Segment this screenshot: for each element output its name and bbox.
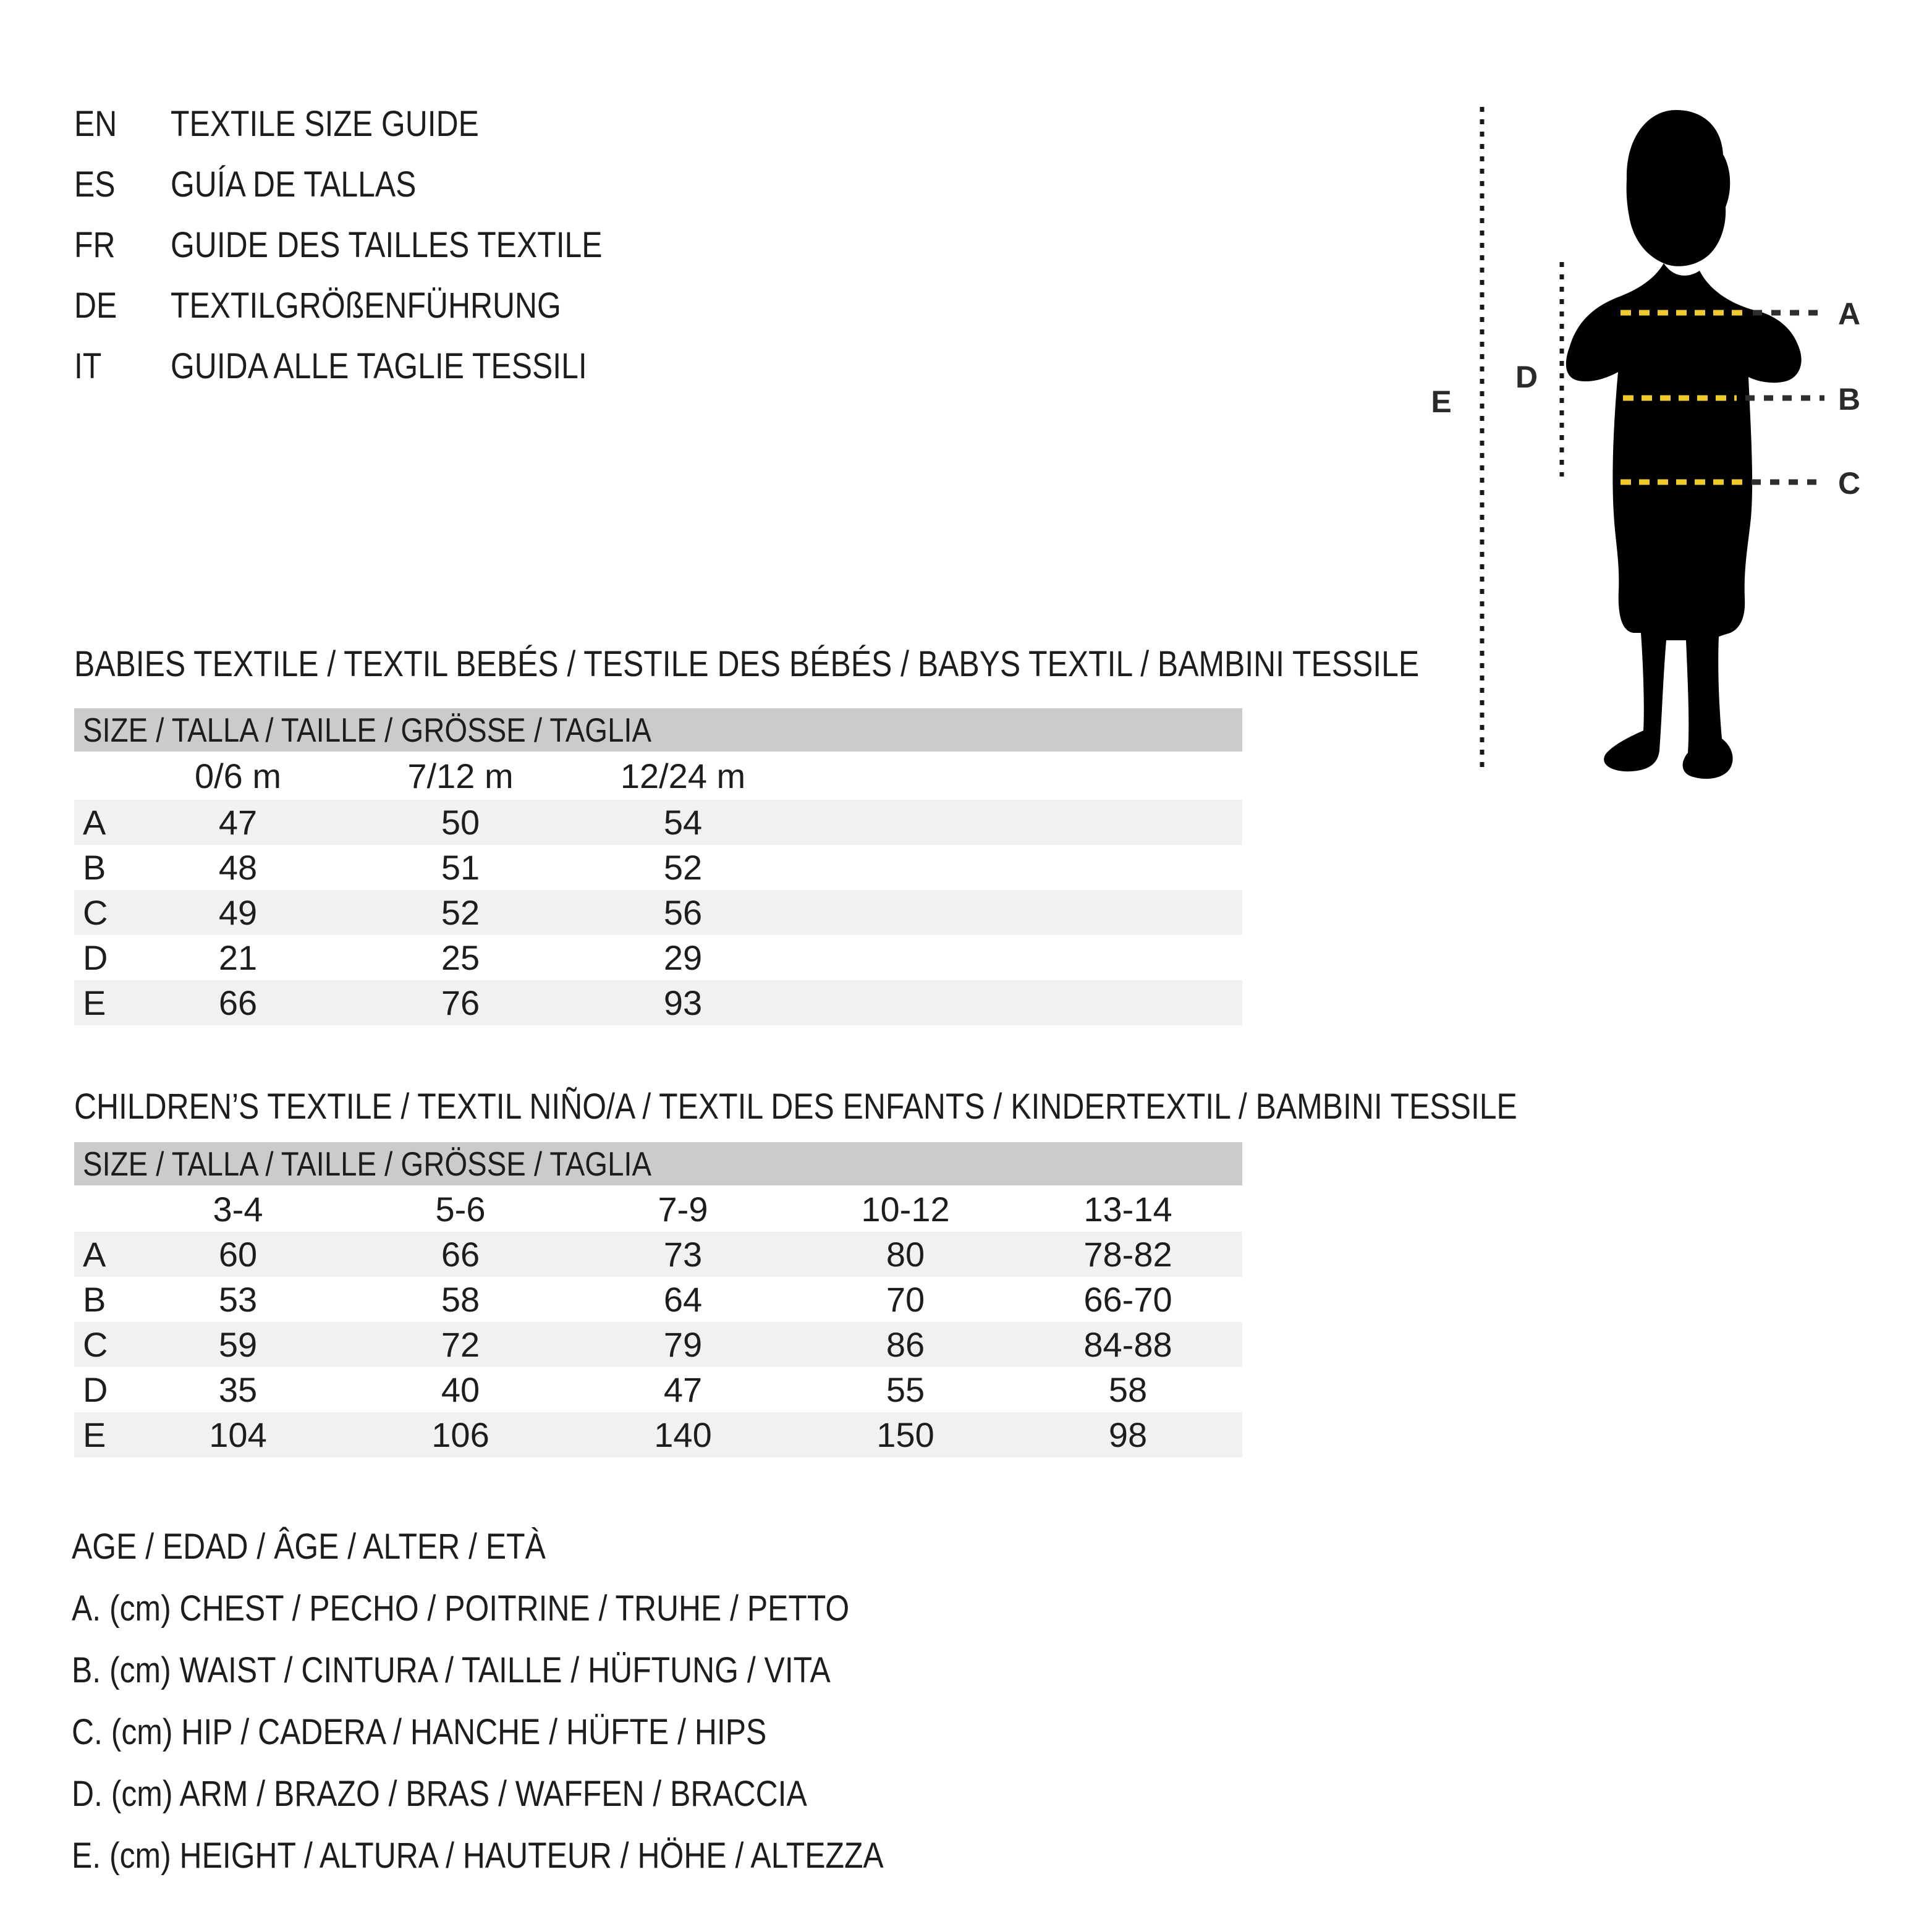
row-label: E: [83, 983, 106, 1022]
legend-item-height: [72, 1834, 1016, 1876]
figure-label-hip: C: [1837, 466, 1861, 501]
row-label: E: [83, 1415, 106, 1454]
children-size-header-text: SIZE / TALLA / TAILLE / GRÖSSE / TAGLIA: [83, 1145, 652, 1183]
guide-title-es: GUÍA DE TALLAS: [171, 164, 417, 205]
table-cell: 72: [441, 1325, 480, 1364]
row-label: A: [83, 803, 106, 842]
language-code: EN: [74, 103, 117, 144]
children-col-header: 13-14: [1083, 1190, 1172, 1229]
figure-label-waist: B: [1837, 382, 1861, 417]
legend-text: AGE / EDAD / ÂGE / ALTER / ETÀ: [72, 1526, 546, 1567]
table-cell: 52: [441, 893, 480, 932]
row-label: C: [83, 893, 108, 932]
legend-text: C. (cm) HIP / CADERA / HANCHE / HÜFTE / HIPS: [72, 1711, 767, 1752]
table-cell: 150: [876, 1415, 934, 1454]
children-section-title-text: CHILDREN’S TEXTILE / TEXTIL NIÑO/A / TEXTIL DES ENFANTS / KINDERTEXTIL / BAMBINI TESSILE: [74, 1086, 1517, 1127]
table-cell: 59: [218, 1325, 258, 1364]
table-cell: 51: [441, 848, 480, 887]
babies-col-header: 0/6 m: [194, 756, 282, 795]
table-cell: 98: [1108, 1415, 1148, 1454]
legend-item-hip: [72, 1711, 879, 1753]
children-col-header: 7-9: [658, 1190, 708, 1229]
guide-title-it: GUIDA ALLE TAGLIE TESSILI: [171, 345, 587, 386]
babies-size-header-text: SIZE / TALLA / TAILLE / GRÖSSE / TAGLIA: [83, 711, 652, 749]
table-cell: 84-88: [1083, 1325, 1172, 1364]
row-label: D: [83, 1370, 108, 1409]
table-cell: 86: [886, 1325, 925, 1364]
babies-col-header: 7/12 m: [407, 756, 514, 795]
children-col-header: 10-12: [861, 1190, 950, 1229]
table-cell: 66: [441, 1235, 480, 1274]
measurement-figure: [1409, 74, 1932, 816]
table-cell: 70: [886, 1280, 925, 1319]
table-cell: 106: [431, 1415, 489, 1454]
table-cell: 79: [663, 1325, 703, 1364]
legend-text: B. (cm) WAIST / CINTURA / TAILLE / HÜFTUNG / VITA: [72, 1650, 831, 1690]
child-silhouette-icon: [1409, 74, 1932, 816]
guide-title-en: TEXTILE SIZE GUIDE: [171, 103, 479, 144]
table-row: [74, 890, 1242, 935]
babies-section-title: [74, 643, 1638, 685]
babies-size-header-band: [74, 708, 1242, 752]
table-row: [74, 845, 1242, 890]
children-table: [74, 1187, 1242, 1457]
babies-table: [74, 752, 1242, 1025]
table-cell: 50: [441, 803, 480, 842]
row-label: B: [83, 1280, 106, 1319]
table-cell: 35: [218, 1370, 258, 1409]
table-row: [74, 980, 1242, 1025]
table-cell: 25: [441, 938, 480, 977]
table-cell: 29: [663, 938, 703, 977]
table-cell: 53: [218, 1280, 258, 1319]
table-cell: 47: [218, 803, 258, 842]
row-label: A: [83, 1235, 106, 1274]
table-row: [74, 1412, 1242, 1457]
legend-item-arm: [72, 1773, 927, 1815]
row-label: B: [83, 848, 106, 887]
legend-item-chest: [72, 1587, 976, 1629]
table-cell: 54: [663, 803, 703, 842]
table-row: [74, 1322, 1242, 1367]
table-row: [74, 1367, 1242, 1412]
table-cell: 76: [441, 983, 480, 1022]
figure-label-height: E: [1431, 384, 1452, 419]
table-cell: 55: [886, 1370, 925, 1409]
legend-text: A. (cm) CHEST / PECHO / POITRINE / TRUHE / PETTO: [72, 1588, 850, 1629]
legend-item-waist: [72, 1649, 954, 1691]
table-cell: 58: [441, 1280, 480, 1319]
table-row: [74, 935, 1242, 980]
children-size-header-band: [74, 1142, 1242, 1185]
table-cell: 49: [218, 893, 258, 932]
table-cell: 104: [209, 1415, 267, 1454]
table-cell: 78-82: [1083, 1235, 1172, 1274]
table-cell: 140: [654, 1415, 712, 1454]
legend-item-age: [72, 1525, 623, 1567]
table-cell: 66-70: [1083, 1280, 1172, 1319]
language-code: FR: [74, 224, 116, 265]
row-label: D: [83, 938, 108, 977]
table-cell: 56: [663, 893, 703, 932]
figure-label-arm: D: [1515, 360, 1538, 394]
children-column-header-row: [74, 1187, 1242, 1232]
table-cell: 64: [663, 1280, 703, 1319]
guide-title-fr: GUIDE DES TAILLES TEXTILE: [171, 224, 603, 265]
table-cell: 73: [663, 1235, 703, 1274]
table-cell: 93: [663, 983, 703, 1022]
language-code: DE: [74, 285, 117, 326]
children-section-title: [74, 1085, 1752, 1127]
language-code: IT: [74, 345, 102, 386]
row-label: C: [83, 1325, 108, 1364]
table-cell: 40: [441, 1370, 480, 1409]
babies-section-title-text: BABIES TEXTILE / TEXTIL BEBÉS / TESTILE DES BÉBÉS / BABYS TEXTIL / BAMBINI TESSILE: [74, 643, 1420, 684]
babies-column-header-row: [74, 752, 1242, 800]
legend-text: E. (cm) HEIGHT / ALTURA / HAUTEUR / HÖHE / ALTEZZA: [72, 1835, 884, 1876]
table-cell: 48: [218, 848, 258, 887]
table-cell: 47: [663, 1370, 703, 1409]
language-code: ES: [74, 164, 116, 205]
children-col-header: 5-6: [435, 1190, 486, 1229]
table-row: [74, 800, 1242, 845]
children-col-header: 3-4: [213, 1190, 263, 1229]
table-cell: 58: [1108, 1370, 1148, 1409]
table-cell: 80: [886, 1235, 925, 1274]
legend-text: D. (cm) ARM / BRAZO / BRAS / WAFFEN / BRACCIA: [72, 1773, 807, 1814]
guide-title-de: TEXTILGRÖßENFÜHRUNG: [171, 285, 561, 326]
table-cell: 52: [663, 848, 703, 887]
table-cell: 21: [218, 938, 258, 977]
table-row: [74, 1232, 1242, 1277]
table-cell: 66: [218, 983, 258, 1022]
table-row: [74, 1277, 1242, 1322]
table-cell: 60: [218, 1235, 258, 1274]
figure-label-chest: A: [1837, 297, 1861, 331]
babies-col-header: 12/24 m: [620, 756, 746, 795]
